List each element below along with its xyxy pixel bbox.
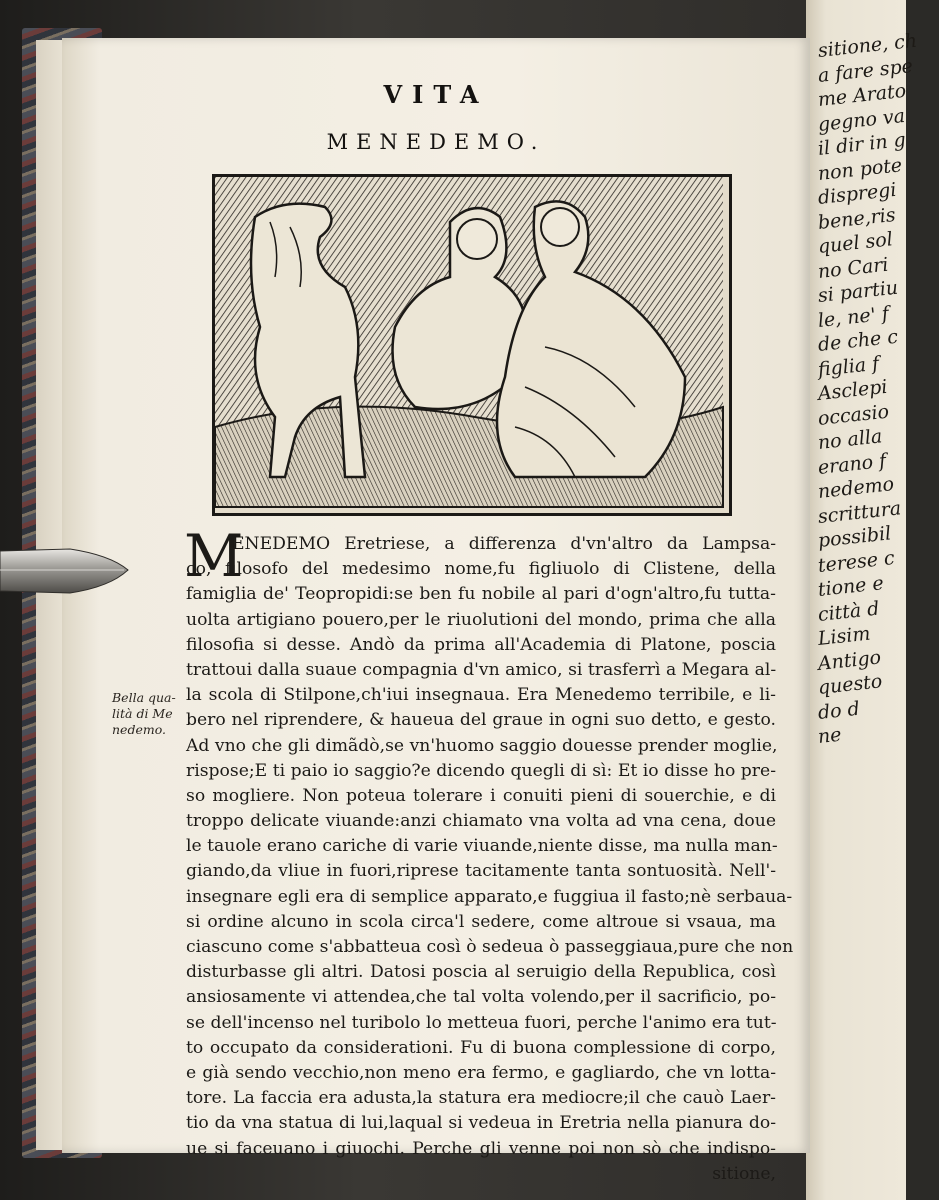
facing-page-fragment: città d [816, 597, 881, 626]
text-line: trattoui dalla suaue compagnia d'vn amico, si trasferrì a Megara al- [186, 659, 777, 680]
text-line: to occupato da considerationi. Fu di buona complessione di corpo, [186, 1037, 776, 1058]
chapter-title: MENEDEMO. [326, 130, 546, 154]
facing-page-fragment: no Cari [816, 253, 890, 283]
letter-opener-blade [0, 543, 130, 599]
text-line: tore. La faccia era adusta,la statura era mediocre;il che cauò Laer- [186, 1088, 776, 1109]
facing-page-fragment: erano f [816, 449, 888, 479]
facing-page-fragment: terese c [816, 546, 896, 577]
facing-page-fragment: Antigo [816, 645, 883, 675]
facing-page-fragment: non pote [816, 153, 904, 185]
facing-page-fragment: si partiu [816, 276, 900, 307]
facing-page-fragment: Lisim [816, 622, 872, 650]
facing-page-fragment: tione e [816, 572, 885, 601]
text-line: uolta artigiano pouero,per le riuolutioni del mondo, prima che alla [186, 609, 776, 630]
facing-page-fragment: sitione, ch [816, 29, 919, 62]
facing-page-fragment: no alla [816, 425, 884, 454]
book-page [62, 38, 810, 1184]
facing-page-fragment: possibil [816, 522, 893, 552]
text-line: ciascuno come s'abbatteua così ò sedeua ò passeggiaua,pure che non [186, 937, 794, 957]
facing-page-fragment: Asclepi [816, 375, 889, 405]
margin-note-line: nedemo. [112, 722, 166, 737]
body-text [184, 522, 794, 1187]
facing-page-fragment: nedemo [816, 473, 896, 503]
facing-page-fragment: bene,ris [816, 203, 897, 234]
text-line: ue si faceuano i giuochi. Perche gli venne poi non sò che indispo- [186, 1138, 776, 1159]
facing-page-fragment: le, ne' f [816, 302, 890, 332]
text-line: rispose;E ti paio io saggio?e dicendo quegli di sì: Et io disse ho pre- [186, 760, 776, 781]
facing-page-fragment: scrittura [816, 496, 903, 528]
margin-note-line: lità di Me [112, 706, 173, 721]
text-line: bero nel riprendere, & haueua del graue in ogni suo detto, e gesto. [186, 710, 776, 731]
facing-page-fragment: gegno va [816, 104, 907, 136]
text-line: Ad vno che gli dimãdò,se vn'huomo saggio douesse prender moglie, [186, 735, 778, 756]
text-line: so mogliere. Non poteua tolerare i conuiti pieni di souerchie, e di [186, 785, 776, 806]
text-line: si ordine alcuno in scola circa'l sedere, come altroue si vsaua, ma [186, 911, 776, 932]
facing-page-fragment: a fare spe [816, 54, 914, 87]
margin-note-line: Bella qua- [112, 690, 176, 705]
drop-cap: M [184, 522, 244, 590]
text-line: ENEDEMO Eretriese, a differenza d'vn'altro da Lampsa- [232, 534, 776, 554]
text-line: disturbasse gli altri. Datosi poscia al seruigio della Republica, così [186, 962, 776, 983]
text-line: le tauole erano cariche di varie viuande,niente disse, ma nulla man- [186, 836, 778, 857]
facing-page-fragment: figlia f [816, 352, 881, 381]
text-line: filosofia si desse. Andò da prima all'Academia di Platone, poscia [186, 634, 776, 655]
text-line: giando,da vliue in fuori,riprese tacitamente tanta sontuosità. Nell'- [186, 861, 776, 882]
facing-page-fragment: dispregi [816, 178, 898, 209]
woodcut-illustration [212, 174, 732, 516]
facing-page-fragment: de che c [816, 325, 899, 356]
facing-page-fragment: occasio [816, 400, 891, 430]
text-line: se dell'incenso nel turibolo lo metteua fuori, perche l'animo era tut- [186, 1012, 777, 1033]
text-line: sitione, [712, 1163, 776, 1184]
facing-page-fragment: ne [816, 723, 843, 748]
text-line: famiglia de' Teopropidi:se ben fu nobile al pari d'ogn'altro,fu tutta- [186, 584, 776, 605]
facing-page [806, 0, 919, 1200]
facing-page-fragment: questo [816, 670, 884, 699]
text-line: tio da vna statua di lui,laqual si vedeua in Eretria nella pianura do- [186, 1113, 776, 1134]
text-line: insegnare egli era di semplice apparato,e fuggiua il fasto;nè serbaua- [186, 886, 793, 907]
facing-page-fragment: me Arato [816, 79, 908, 111]
text-line: la scola di Stilpone,ch'iui insegnaua. Era Menedemo terribile, e li- [186, 685, 776, 706]
facing-page-fragment: il dir in g [816, 128, 907, 160]
running-head: VITA [383, 80, 489, 109]
facing-page-fragment: do d [816, 697, 861, 724]
text-line: troppo delicate viuande:anzi chiamato vna volta ad vna cena, doue [186, 811, 776, 832]
margin-note [112, 690, 186, 738]
text-line: ansiosamente vi attendea,che tal volta volendo,per il sacrificio, po- [186, 987, 776, 1008]
text-line: co, filosofo del medesimo nome,fu figliuolo di Clistene, della [186, 559, 776, 580]
facing-page-fragment: quel sol [816, 228, 894, 258]
text-line: e già sendo vecchio,non meno era fermo, e gagliardo, che vn lotta- [186, 1062, 776, 1083]
